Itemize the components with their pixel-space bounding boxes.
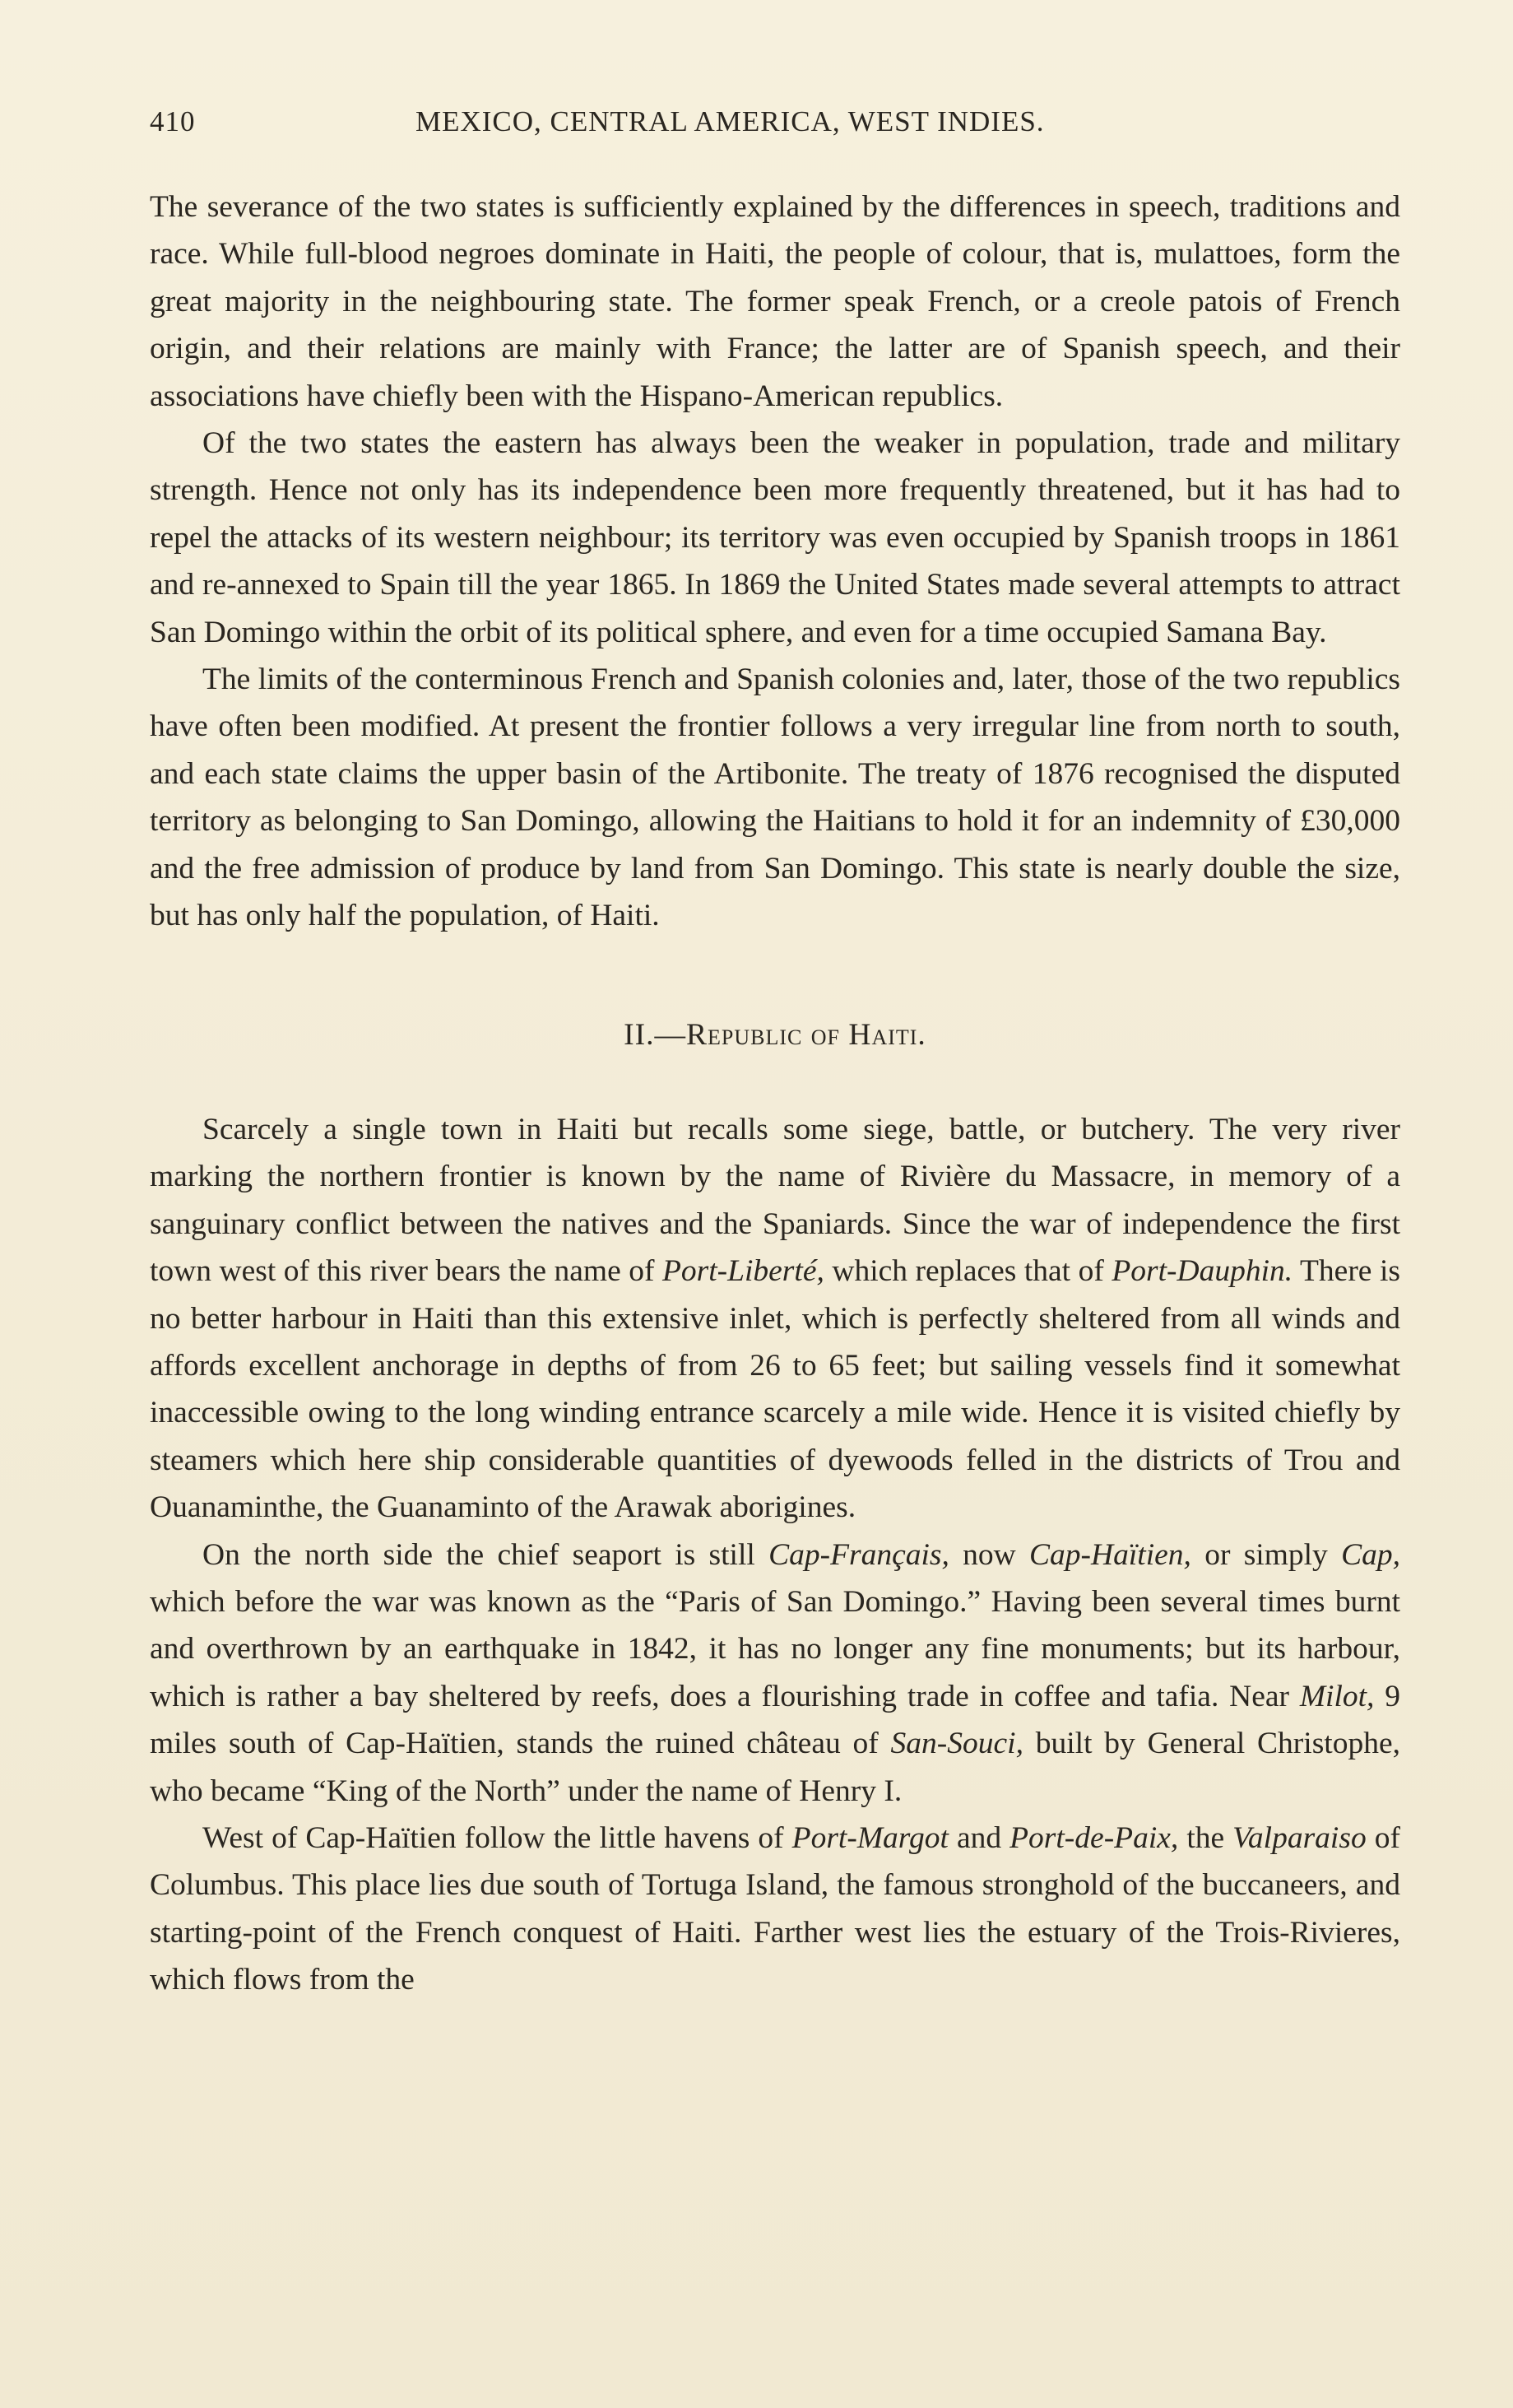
body-text bbox=[150, 184, 1400, 2004]
place-name: Cap, bbox=[1341, 1537, 1400, 1572]
paragraph-cap-haitien: On the north side the chief seaport is still Cap-Français, now Cap-Haïtien, or simply Cap, which before the war was known as the “Paris of San Domingo.” Having been several times burnt and overthrown by an earthquake in 1842, it has no longer any fine monuments; but its harbour, which is rather a bay sheltered by reefs, does a flourishing trade in coffee and tafia. Near Milot, 9 miles south of Cap-Haïtien, stands the ruined château of San-Souci, built by General Christophe, who became “King of the North” under the name of Henry I. bbox=[150, 1537, 1400, 1808]
running-title: MEXICO, CENTRAL AMERICA, WEST INDIES. bbox=[415, 105, 1045, 137]
paragraph-haiti-towns: Scarcely a single town in Haiti but recalls some siege, battle, or butchery. The very river marking the northern frontier is known by the name of Rivière du Massacre, in memory of a sanguinary conflict between the natives and the Spaniards. Since the war of independence the first town west of this river bears the name of Port-Liberté, which replaces that of Port-Dauphin. There is no better harbour in Haiti than this extensive inlet, which is perfectly sheltered from all winds and affords excellent anchorage in depths of from 26 to 65 feet; but sailing vessels find it somewhat inaccessible owing to the long winding entrance scarcely a mile wide. Hence it is visited chiefly by steamers which here ship considerable quantities of dyewoods felled in the districts of Trou and Ouanaminthe, the Guanaminto of the Arawak aborigines. bbox=[150, 1112, 1400, 1525]
paragraph-frontier: The limits of the conterminous French and Spanish colonies and, later, those of the two republics have often been modified. At present the frontier follows a very irregular line from north to south, and each state claims the upper basin of the Artibonite. The treaty of 1876 recognised the disputed territory as belonging to San Domingo, allowing the Haitians to hold it for an indemnity of £30,000 and the free admission of produce by land from San Domingo. This state is nearly double the size, but has only half the population, of Haiti. bbox=[150, 662, 1400, 933]
place-name: Milot, bbox=[1299, 1679, 1375, 1713]
section-number: II.— bbox=[624, 1017, 687, 1052]
paragraph-eastern-state: Of the two states the eastern has always been the weaker in population, trade and military strength. Hence not only has its independence been more frequently threatened, but it has had to repel the attacks of its western neighbour; its territory was even occupied by Spanish troops in 1861 and re-annexed to Spain till the year 1865. In 1869 the United States made several attempts to attract San Domingo within the orbit of its political sphere, and even for a time occupied Samana Bay. bbox=[150, 426, 1400, 649]
paragraph-severance: The severance of the two states is sufficiently explained by the differences in speech, traditions and race. While full-blood negroes dominate in Haiti, the people of colour, that is, mulattoes, form the great majority in the neighbouring state. The former speak French, or a creole patois of French origin, and their relations are mainly with France; the latter are of Spanish speech, and their associations have chiefly been with the Hispano-American republics. bbox=[150, 190, 1400, 413]
section-title: Republic of Haiti. bbox=[686, 1017, 926, 1052]
place-name: Cap-Français, bbox=[768, 1537, 949, 1572]
place-name: Cap-Haïtien, bbox=[1029, 1537, 1191, 1572]
place-name: Port-Margot bbox=[791, 1820, 949, 1855]
running-head bbox=[150, 105, 1400, 146]
paragraph-west-havens: West of Cap-Haïtien follow the little havens of Port-Margot and Port-de-Paix, the Valparaiso of Columbus. This place lies due south of Tortuga Island, the famous stronghold of the buccaneers, and starting-point of the French conquest of Haiti. Farther west lies the estuary of the Trois-Rivieres, which flows from the bbox=[150, 1820, 1400, 1997]
page-number: 410 bbox=[150, 105, 196, 137]
place-name: Port-Liberté, bbox=[661, 1254, 824, 1289]
place-name: San-Souci, bbox=[890, 1727, 1023, 1761]
section-heading bbox=[150, 1011, 1400, 1058]
place-name: Valparaiso bbox=[1232, 1820, 1367, 1855]
place-name: Port-de-Paix, bbox=[1009, 1820, 1179, 1855]
place-name: Port-Dauphin. bbox=[1112, 1254, 1293, 1289]
